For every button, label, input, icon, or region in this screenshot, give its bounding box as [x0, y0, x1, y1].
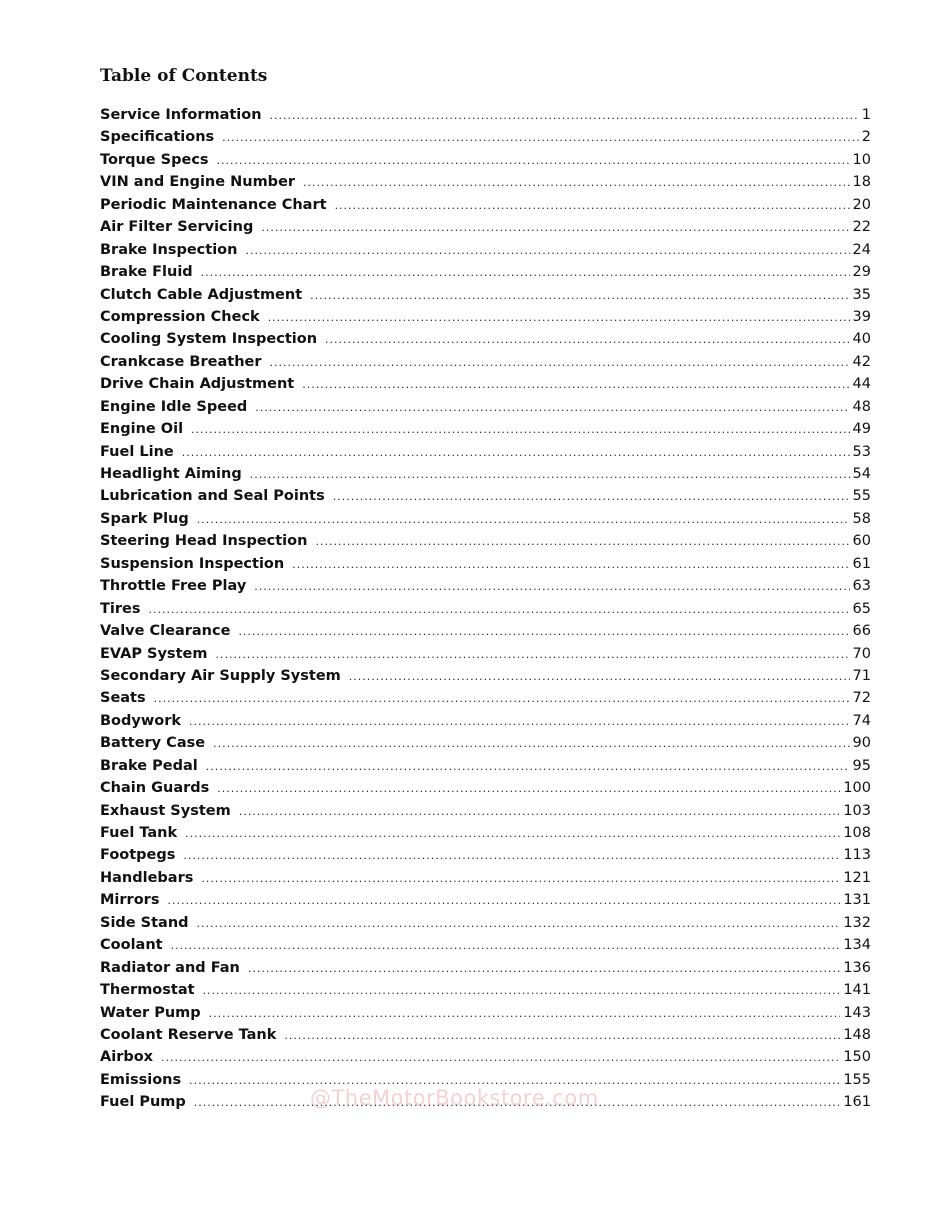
toc-entry-page-number: 48	[852, 398, 871, 415]
toc-entry-page-number: 10	[852, 151, 871, 168]
toc-entry-label: Thermostat	[100, 982, 195, 999]
toc-entry-page-number: 66	[852, 623, 871, 640]
toc-entry-label: Emissions	[100, 1071, 182, 1088]
dot-leader	[215, 644, 849, 666]
toc-entry[interactable]	[100, 598, 871, 620]
toc-entry-label: Suspension Inspection	[100, 555, 285, 572]
toc-entry-page-number: 155	[843, 1071, 871, 1088]
toc-entry-page-number: 1	[861, 107, 871, 123]
toc-entry-label: Coolant Reserve Tank	[100, 1026, 277, 1043]
toc-entry[interactable]	[100, 441, 871, 463]
dot-leader	[171, 935, 841, 957]
toc-entry[interactable]	[100, 889, 871, 911]
dot-leader	[310, 285, 849, 307]
toc-entry-page-number: 58	[852, 510, 871, 527]
toc-entry[interactable]	[100, 284, 871, 306]
toc-entry[interactable]	[100, 171, 871, 193]
dot-leader	[270, 352, 850, 374]
dot-leader	[239, 801, 841, 823]
dot-leader	[185, 823, 840, 845]
dot-leader	[213, 733, 849, 755]
dot-leader	[250, 464, 850, 486]
toc-entry[interactable]	[100, 934, 871, 956]
toc-entry-label: Crankcase Breather	[100, 353, 262, 370]
toc-entry[interactable]	[100, 777, 871, 799]
toc-entry-page-number: 55	[852, 488, 871, 505]
toc-entry[interactable]	[100, 800, 871, 822]
dot-leader	[154, 688, 850, 710]
toc-entry-label: Tires	[100, 600, 141, 617]
toc-entry[interactable]	[100, 104, 871, 126]
toc-entry-label: EVAP System	[100, 645, 208, 662]
toc-entry-label: VIN and Engine Number	[100, 174, 296, 191]
toc-entry-label: Battery Case	[100, 735, 206, 752]
toc-entry-page-number: 72	[852, 690, 871, 707]
toc-entry[interactable]	[100, 328, 871, 350]
toc-entry[interactable]	[100, 463, 871, 485]
dot-leader	[248, 958, 840, 980]
toc-entry[interactable]	[100, 261, 871, 283]
dot-leader	[222, 127, 859, 149]
toc-entry-page-number: 18	[852, 174, 871, 191]
toc-entry[interactable]	[100, 553, 871, 575]
dot-leader	[284, 1025, 840, 1047]
toc-entry-page-number: 54	[852, 466, 871, 482]
toc-entry-label: Engine Oil	[100, 421, 184, 438]
toc-entry[interactable]	[100, 306, 871, 328]
dot-leader	[201, 262, 850, 284]
toc-entry-label: Headlight Aiming	[100, 466, 242, 482]
toc-entry[interactable]	[100, 149, 871, 171]
toc-entry-page-number: 131	[843, 892, 871, 909]
dot-leader	[197, 913, 841, 935]
dot-leader	[325, 329, 850, 351]
dot-leader	[268, 307, 850, 329]
dot-leader	[303, 172, 849, 194]
toc-entry-page-number: 35	[852, 286, 871, 303]
dot-leader	[206, 756, 850, 778]
toc-entry-label: Compression Check	[100, 308, 260, 325]
toc-entry-page-number: 65	[852, 600, 871, 617]
toc-entry[interactable]	[100, 575, 871, 597]
toc-entry-page-number: 108	[843, 825, 871, 841]
toc-entry[interactable]	[100, 1024, 871, 1046]
dot-leader	[167, 890, 840, 912]
toc-entry-page-number: 95	[852, 757, 871, 774]
toc-entry[interactable]	[100, 710, 871, 732]
toc-entry[interactable]	[100, 530, 871, 552]
toc-entry-label: Airbox	[100, 1049, 154, 1066]
toc-entry-label: Specifications	[100, 129, 215, 146]
toc-entry[interactable]	[100, 1046, 871, 1068]
dot-leader	[292, 554, 849, 576]
dot-leader	[203, 980, 841, 1002]
toc-entry-page-number: 42	[852, 353, 871, 370]
toc-entry-label: Bodywork	[100, 712, 181, 729]
toc-entry-page-number: 90	[852, 735, 871, 752]
toc-entry[interactable]	[100, 665, 871, 687]
toc-entry-page-number: 141	[843, 982, 871, 999]
dot-leader	[182, 442, 850, 464]
toc-entry-page-number: 39	[852, 308, 871, 325]
toc-entry[interactable]	[100, 485, 871, 507]
dot-leader	[189, 711, 850, 733]
toc-entry[interactable]	[100, 957, 871, 979]
toc-entry-label: Secondary Air Supply System	[100, 667, 341, 684]
toc-entry-label: Steering Head Inspection	[100, 533, 308, 550]
toc-entry-page-number: 113	[843, 847, 871, 864]
watermark-text: @TheMotorBookstore.com	[310, 1086, 599, 1110]
toc-entry-label: Drive Chain Adjustment	[100, 376, 295, 393]
toc-entry[interactable]	[100, 867, 871, 889]
toc-entry-page-number: 148	[843, 1026, 871, 1043]
toc-entry[interactable]	[100, 822, 871, 844]
toc-entry-label: Spark Plug	[100, 510, 189, 527]
toc-entry-page-number: 22	[852, 219, 871, 236]
toc-entry[interactable]	[100, 194, 871, 216]
dot-leader	[201, 868, 840, 890]
dot-leader	[148, 599, 849, 621]
toc-entry-label: Clutch Cable Adjustment	[100, 286, 303, 303]
toc-entry-label: Service Information	[100, 107, 262, 123]
dot-leader	[217, 150, 850, 172]
toc-entry[interactable]	[100, 126, 871, 148]
dot-leader	[183, 845, 840, 867]
toc-entry-page-number: 24	[852, 241, 871, 258]
toc-entry[interactable]	[100, 396, 871, 418]
toc-entry-label: Periodic Maintenance Chart	[100, 196, 327, 213]
toc-entry-label: Fuel Tank	[100, 825, 178, 841]
toc-entry-page-number: 60	[852, 533, 871, 550]
toc-entry-page-number: 150	[843, 1049, 871, 1066]
toc-entry-page-number: 2	[861, 129, 871, 146]
toc-entry[interactable]	[100, 732, 871, 754]
dot-leader	[191, 419, 849, 441]
toc-entry-label: Seats	[100, 690, 146, 707]
toc-entry-label: Brake Inspection	[100, 241, 238, 258]
toc-entry-label: Lubrication and Seal Points	[100, 488, 325, 505]
toc-entry-page-number: 71	[852, 667, 871, 684]
toc-entry-label: Water Pump	[100, 1004, 201, 1021]
dot-leader	[335, 195, 850, 217]
toc-entry-label: Brake Pedal	[100, 757, 198, 774]
toc-entry[interactable]	[100, 912, 871, 934]
toc-entry-page-number: 49	[852, 421, 871, 438]
toc-entry[interactable]	[100, 351, 871, 373]
toc-entry-page-number: 53	[852, 443, 871, 460]
toc-entry[interactable]	[100, 844, 871, 866]
toc-entry-page-number: 74	[852, 712, 871, 729]
toc-entry[interactable]	[100, 239, 871, 261]
toc-entry[interactable]	[100, 1002, 871, 1024]
toc-entry[interactable]	[100, 216, 871, 238]
toc-entry-page-number: 44	[852, 376, 871, 393]
toc-list	[100, 104, 871, 1114]
toc-entry-label: Cooling System Inspection	[100, 331, 318, 348]
toc-entry-label: Side Stand	[100, 914, 189, 931]
dot-leader	[238, 621, 849, 643]
toc-entry-label: Chain Guards	[100, 780, 210, 797]
dot-leader	[349, 666, 850, 688]
toc-entry[interactable]	[100, 373, 871, 395]
toc-entry-label: Air Filter Servicing	[100, 219, 254, 236]
toc-entry-page-number: 103	[843, 802, 871, 819]
toc-entry-label: Exhaust System	[100, 802, 231, 819]
toc-entry-page-number: 29	[852, 264, 871, 281]
toc-entry[interactable]	[100, 687, 871, 709]
dot-leader	[333, 486, 850, 508]
dot-leader	[254, 576, 849, 598]
toc-entry-label: Valve Clearance	[100, 623, 231, 640]
dot-leader	[209, 1003, 841, 1025]
toc-entry-label: Coolant	[100, 937, 163, 954]
dot-leader	[261, 217, 849, 239]
toc-entry-label: Footpegs	[100, 847, 176, 864]
toc-entry-page-number: 61	[852, 555, 871, 572]
toc-entry-page-number: 143	[843, 1004, 871, 1021]
dot-leader	[245, 240, 849, 262]
toc-entry-page-number: 100	[843, 780, 871, 797]
toc-entry[interactable]	[100, 620, 871, 642]
toc-title: Table of Contents	[100, 66, 268, 86]
dot-leader	[315, 531, 849, 553]
toc-entry-page-number: 161	[843, 1094, 871, 1111]
dot-leader	[197, 509, 850, 531]
dot-leader	[302, 374, 849, 396]
toc-entry-page-number: 132	[843, 914, 871, 931]
toc-entry[interactable]	[100, 643, 871, 665]
dot-leader	[270, 105, 859, 127]
toc-entry[interactable]	[100, 418, 871, 440]
toc-entry-label: Engine Idle Speed	[100, 398, 248, 415]
dot-leader	[255, 397, 849, 419]
toc-entry-page-number: 40	[852, 331, 871, 348]
toc-entry-label: Mirrors	[100, 892, 160, 909]
toc-entry-label: Handlebars	[100, 869, 194, 886]
toc-entry-label: Torque Specs	[100, 151, 209, 168]
toc-entry-label: Fuel Pump	[100, 1094, 186, 1111]
toc-entry[interactable]	[100, 979, 871, 1001]
toc-entry-label: Radiator and Fan	[100, 959, 240, 976]
toc-entry-label: Brake Fluid	[100, 264, 193, 281]
toc-entry-page-number: 70	[852, 645, 871, 662]
toc-entry-page-number: 20	[852, 196, 871, 213]
dot-leader	[217, 778, 840, 800]
toc-entry-page-number: 134	[843, 937, 871, 954]
toc-entry-label: Throttle Free Play	[100, 578, 247, 595]
toc-entry-page-number: 63	[852, 578, 871, 595]
toc-entry-label: Fuel Line	[100, 443, 174, 460]
toc-entry-page-number: 121	[843, 869, 871, 886]
dot-leader	[161, 1047, 840, 1069]
toc-entry[interactable]	[100, 508, 871, 530]
toc-entry[interactable]	[100, 755, 871, 777]
toc-entry-page-number: 136	[843, 959, 871, 976]
